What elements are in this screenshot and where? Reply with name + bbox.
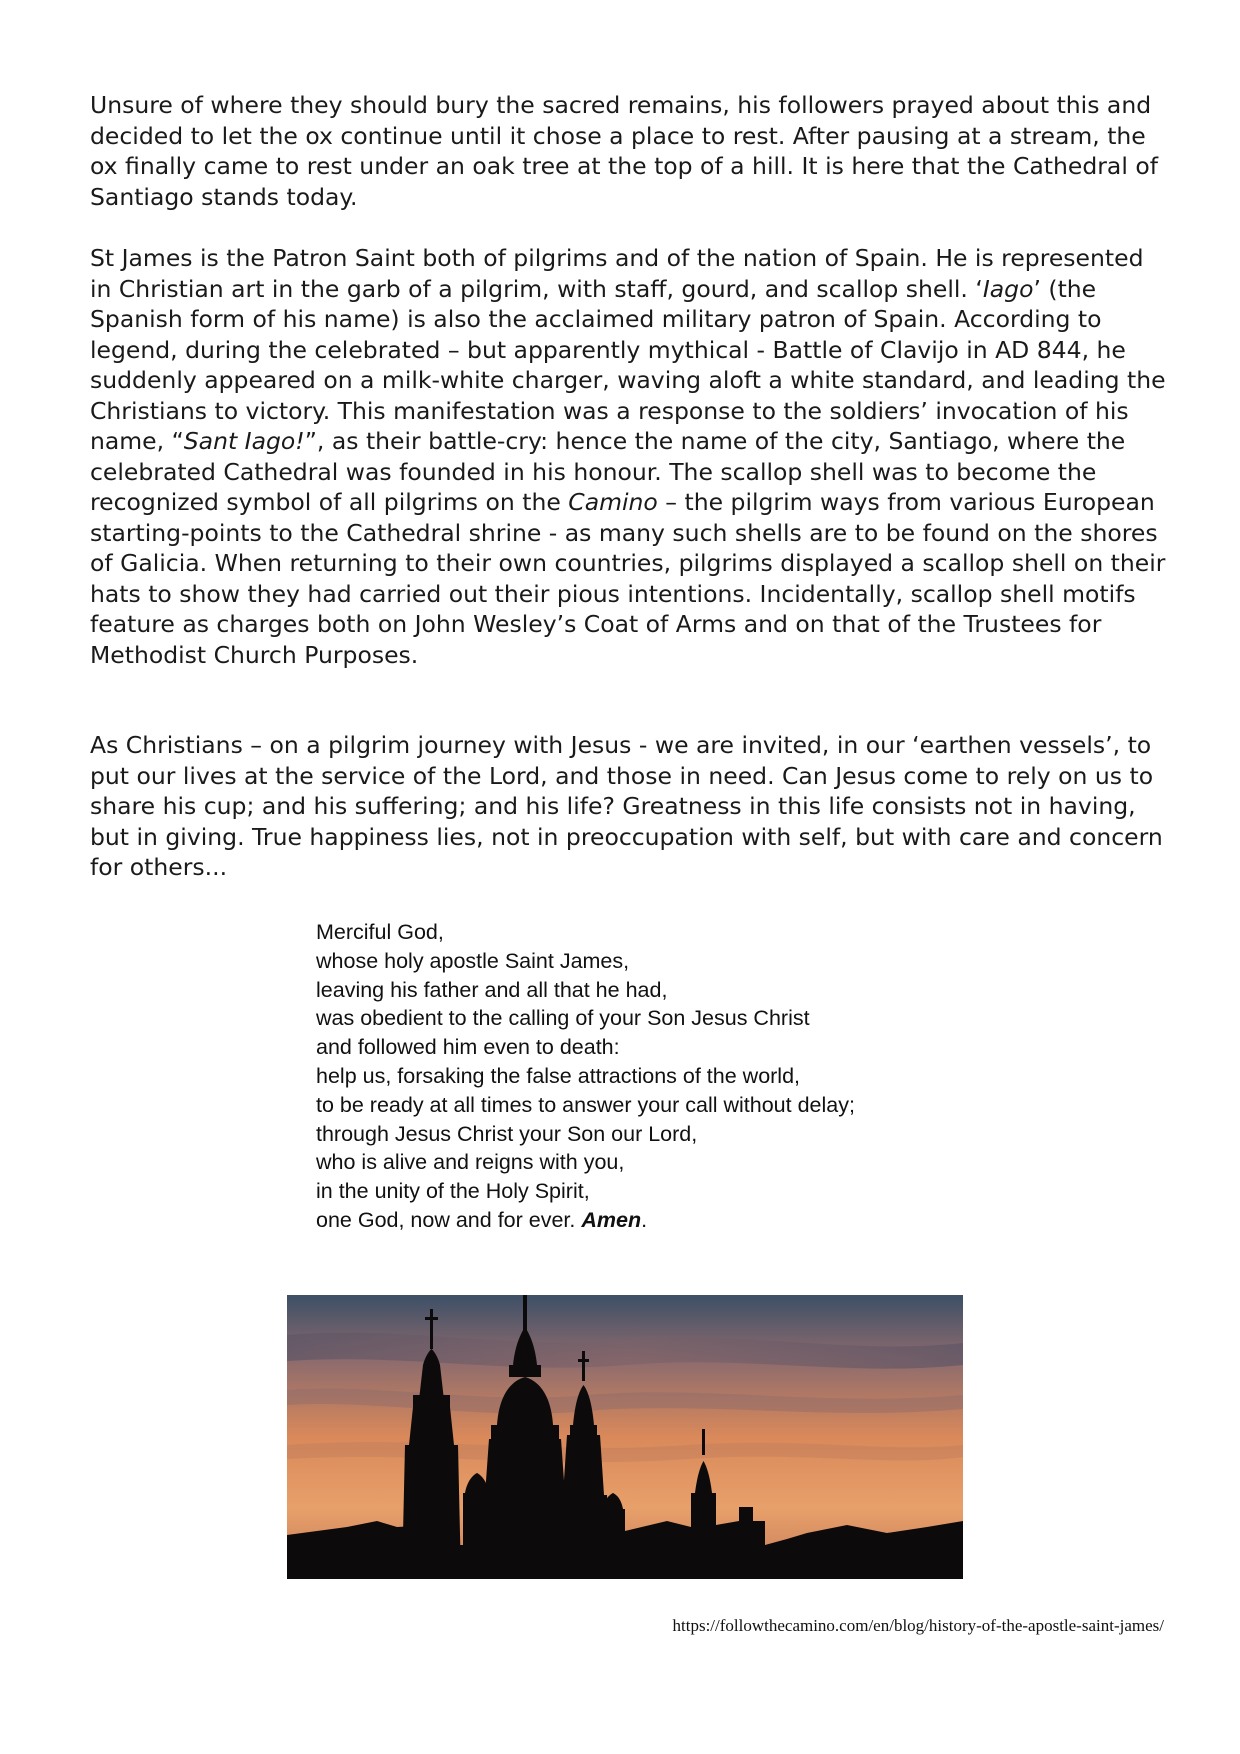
prayer-closing-line [316,1206,1036,1235]
prayer-line: leaving his father and all that he had, [316,977,668,1002]
prayer-line: to be ready at all times to answer your call without delay; [316,1092,855,1117]
prayer-line: was obedient to the calling of your Son Jesus Christ [316,1006,810,1031]
cathedral-silhouette-image [287,1295,963,1579]
text-run: ”, as their battle-cry: hence the name of the city, Santiago, where the celebrated Cathedral was founded in his honour. The scallop shell was to become the recognized symbol of all pilgrims on the [90,427,1126,516]
prayer-line: who is alive and reigns with you, [316,1150,625,1175]
paragraph-patron-saint [90,243,1170,670]
cathedral-silhouette-photo [287,1295,963,1579]
prayer-line: help us, forsaking the false attractions of the world, [316,1063,801,1088]
italic-term-sant-iago: Sant Iago! [183,427,305,455]
text-run: ’ (the Spanish form of his name) is also the acclaimed military patron of Spain. According to legend, during the celebrated – but apparently mythical - Battle of Clavijo in AD 844, he suddenly appeared on a milk-white charger, waving aloft a white standard, and leading the Christians to victory. This manifestation was a response to the soldiers’ invocation of his name, “ [90,274,1166,455]
text-run: – the pilgrim ways from various European starting-points to the Cathedral shrine - as many such shells are to be found on the shores of Galicia. When returning to their own countries, pilgrims displayed a scallop shell on their hats to show they had carried out their pious intentions. Incidentally, scallop shell motifs feature as charges both on John Wesley’s Coat of Arms and on that of the Trustees for Methodist Church Purposes. [90,488,1166,669]
prayer-amen: Amen [581,1207,642,1232]
prayer-line: Merciful God, [316,920,444,944]
prayer-line: in the unity of the Holy Spirit, [316,1179,590,1204]
prayer-line: through Jesus Christ your Son our Lord, [316,1121,698,1146]
paragraph-christian-journey: As Christians – on a pilgrim journey with Jesus - we are invited, in our ‘earthen vessels’, to put our lives at the service of the Lord, and those in need. Can Jesus come to rely on us to share his cup; and his suffering; and his life? Greatness in this life consists not in having, but in giving. True happiness lies, not in preoccupation with self, but with care and concern for others... [90,731,1163,881]
prayer-closing-punct: . [641,1207,648,1232]
text-run: St James is the Patron Saint both of pilgrims and of the nation of Spain. He is represented in Christian art in the garb of a pilgrim, with staff, gourd, and scallop shell. ‘ [90,244,1144,303]
italic-term-iago: Iago [982,274,1034,303]
prayer-closing-text: one God, now and for ever. [316,1207,582,1232]
italic-term-camino: Camino [568,488,658,516]
source-link[interactable]: https://followthecamino.com/en/blog/history-of-the-apostle-saint-james/ [672,1616,1164,1635]
prayer-block [316,918,1036,1235]
prayer-line: whose holy apostle Saint James, [316,948,630,973]
prayer-line: and followed him even to death: [316,1035,620,1060]
paragraph-burial: Unsure of where they should bury the sacred remains, his followers prayed about this and decided to let the ox continue until it chose a place to rest. After pausing at a stream, the ox finally came to rest under an oak tree at the top of a hill. It is here that the Cathedral of Santiago stands today. [90,91,1158,211]
